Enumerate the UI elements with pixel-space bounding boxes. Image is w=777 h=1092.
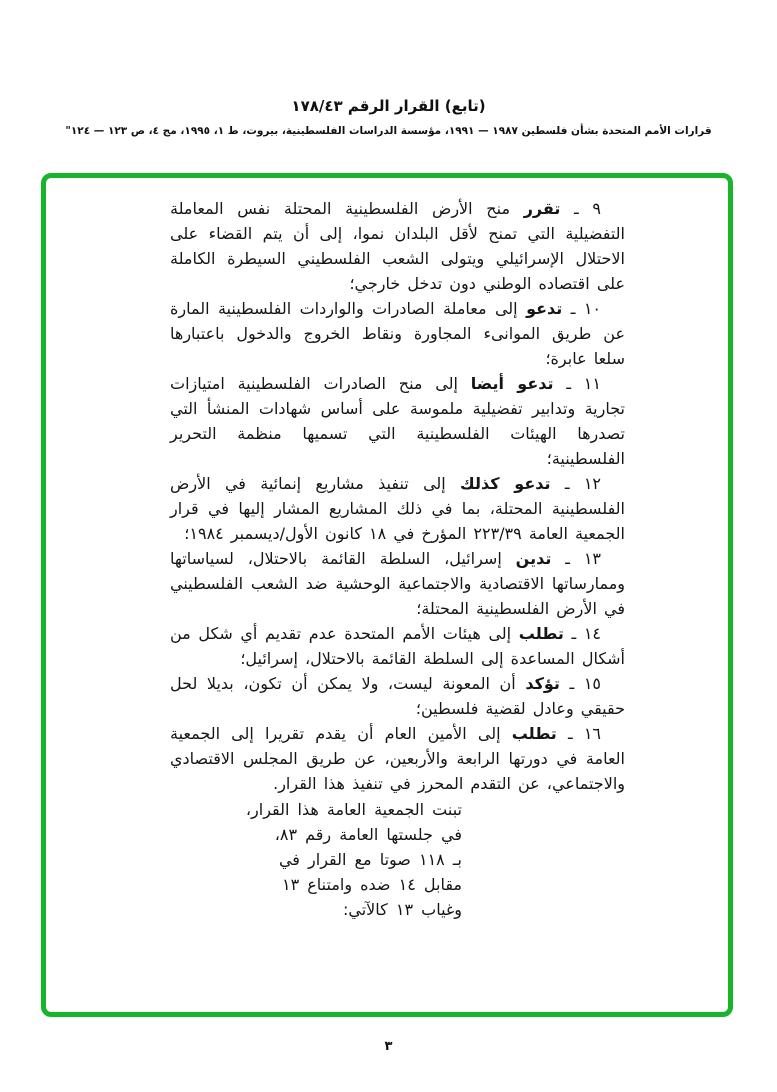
paragraph-number: ١٣ xyxy=(583,549,602,568)
paragraph-text: إلى تنفيذ مشاريع إنمائية في الأرض الفلسطينية المحتلة، بما في ذلك المشاريع المشار إليها في قرار الجمعية العامة ٢٢٣/٣٩ المؤرخ في ١٨ كانون الأول/ديسمبر ١٩٨٤؛ xyxy=(170,474,625,543)
paragraph-separator: ـ xyxy=(566,374,571,393)
paragraph-separator: ـ xyxy=(565,549,570,568)
paragraph-separator: ـ xyxy=(571,624,577,643)
paragraph-14 xyxy=(170,621,625,671)
paragraph-lead: تطلب xyxy=(518,624,564,643)
paragraph-text: إلى معاملة الصادرات والواردات الفلسطينية المارة عن طريق الموانىء المجاورة ونقاط الخروج والدخول باعتبارها سلعا عابرة؛ xyxy=(170,299,625,368)
paragraph-10 xyxy=(170,296,625,371)
paragraph-11 xyxy=(170,371,625,471)
paragraph-lead: تدعو كذلك xyxy=(460,474,551,493)
paragraph-number: ١٤ xyxy=(583,624,602,643)
paragraph-15 xyxy=(170,671,625,721)
adoption-note-line: وغياب ١٣ كالآتي: xyxy=(342,900,462,919)
paragraph-separator: ـ xyxy=(574,199,579,218)
paragraph-lead: تقرر xyxy=(523,199,561,218)
paragraph-13 xyxy=(170,546,625,621)
citation-line: قرارات الأمم المتحدة بشأن فلسطين ١٩٨٧ — ١٩٩١، مؤسسة الدراسات الفلسطينية، بيروت، ط ١، ١٩٩٥، مج ٤، ص ١٢٣ — ١٢٤" xyxy=(65,125,712,137)
resolution-text-column xyxy=(170,196,625,922)
adoption-note-line: مقابل ١٤ ضده وامتناع ١٣ xyxy=(281,875,462,894)
adoption-note-line: بـ ١١٨ صوتا مع القرار في xyxy=(278,850,462,869)
paragraph-9 xyxy=(170,196,625,296)
document-title: (تابع) القرار الرقم ١٧٨/٤٣ xyxy=(291,97,486,115)
adoption-note-line: تبنت الجمعية العامة هذا القرار، xyxy=(245,800,462,819)
paragraph-number: ١٥ xyxy=(583,674,601,693)
paragraph-number: ١١ xyxy=(583,374,601,393)
paragraph-number: ١٦ xyxy=(583,724,602,743)
paragraph-lead: تدين xyxy=(515,549,552,568)
paragraph-separator: ـ xyxy=(564,474,570,493)
adoption-note-line: في جلستها العامة رقم ٨٣، xyxy=(274,825,462,844)
paragraph-lead: تؤكد xyxy=(525,674,560,693)
paragraph-lead: تدعو أيضا xyxy=(470,374,554,393)
paragraph-lead: تدعو xyxy=(526,299,563,318)
paragraph-text: إلى منح الصادرات الفلسطينية امتيازات تجارية وتدابير تفضيلية ملموسة على أساس شهادات المنشأ التي تصدرها الهيئات الفلسطينية التي تسميها منظمة التحرير الفلسطينية؛ xyxy=(170,374,625,468)
paragraph-text: إسرائيل، السلطة القائمة بالاحتلال، لسياساتها وممارساتها الاقتصادية والاجتماعية الوحشية ضد الشعب الفلسطيني في الأرض الفلسطينية المحتلة؛ xyxy=(170,549,625,618)
paragraph-number: ١٠ xyxy=(583,299,601,318)
paragraph-text: إلى هيئات الأمم المتحدة عدم تقديم أي شكل من أشكال المساعدة إلى السلطة القائمة بالاحتلال، إسرائيل؛ xyxy=(170,624,625,668)
paragraph-12 xyxy=(170,471,625,546)
adoption-note xyxy=(170,797,462,922)
paragraph-separator: ـ xyxy=(569,674,575,693)
paragraph-16 xyxy=(170,721,625,796)
paragraph-number: ٩ xyxy=(592,199,601,218)
paragraph-text: إلى الأمين العام أن يقدم تقريرا إلى الجمعية العامة في دورتها الرابعة والأربعين، عن طريق المجلس الاقتصادي والاجتماعي، عن التقدم المحرز في تنفيذ هذا القرار. xyxy=(170,724,625,793)
paragraph-text: أن المعونة ليست، ولا يمكن أن تكون، بديلا لحل حقيقي وعادل لقضية فلسطين؛ xyxy=(170,674,625,718)
paragraph-separator: ـ xyxy=(570,299,576,318)
paragraph-number: ١٢ xyxy=(583,474,602,493)
paragraph-text: منح الأرض الفلسطينية المحتلة نفس المعاملة التفضيلية التي تمنح لأقل البلدان نموا، إلى أن يتم القضاء على الاحتلال الإسرائيلي ويتولى الشعب الفلسطيني السيطرة الكاملة على اقتصاده الوطني دون تدخل خارجي؛ xyxy=(170,199,625,293)
paragraph-separator: ـ xyxy=(567,724,573,743)
paragraph-lead: تطلب xyxy=(511,724,557,743)
page-number: ٣ xyxy=(384,1039,393,1054)
